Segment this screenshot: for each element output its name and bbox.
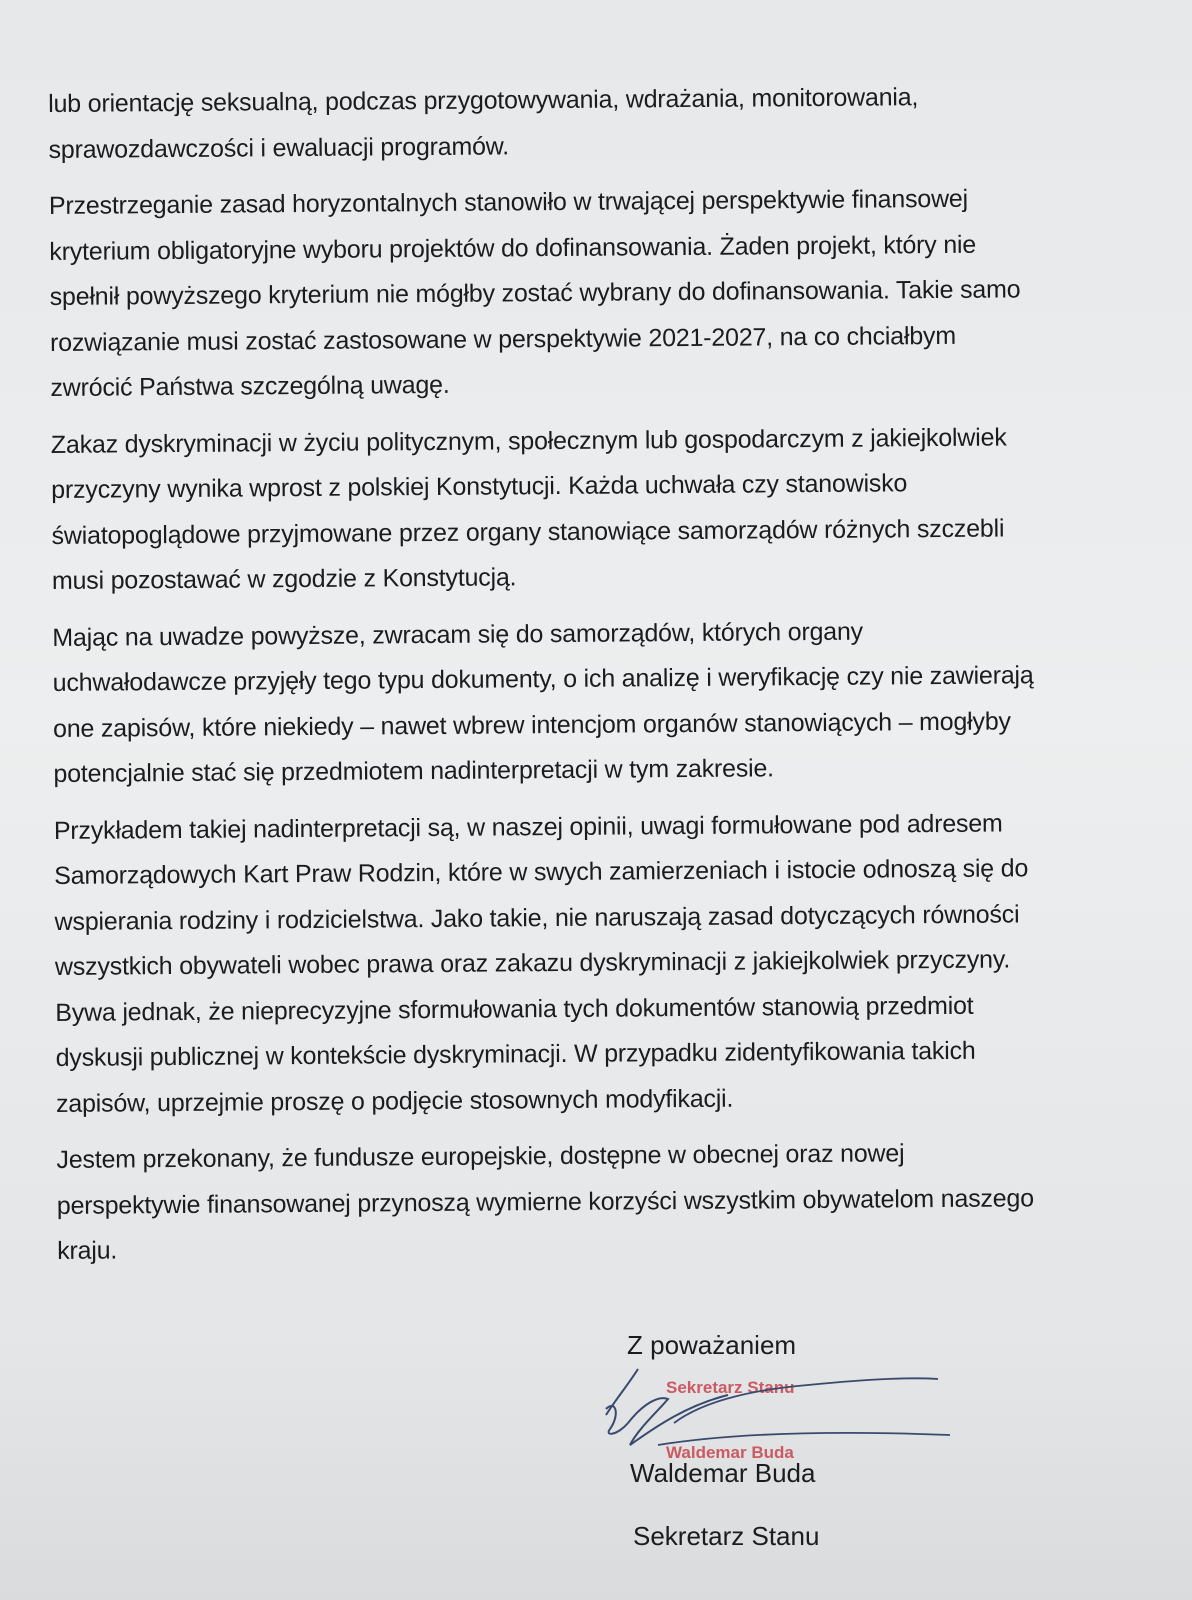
letter-body — [48, 73, 1167, 1285]
closing-salutation: Z poważaniem — [627, 1330, 797, 1360]
paragraph-1: lub orientację seksualną, podczas przygotowywania, wdrażania, monitorowania, sprawozdawczości i ewaluacji programów. — [48, 83, 919, 164]
paragraph-6: Jestem przekonany, że fundusze europejskie, dostępne w obecnej oraz nowej perspektywie finansowanej przynoszą wymierne korzyści wszystkim obywatelom naszego kraju. — [56, 1139, 1034, 1265]
signer-title: Sekretarz Stanu — [633, 1521, 820, 1551]
paragraph-2: Przestrzeganie zasad horyzontalnych stanowiło w trwającej perspektywie finansowej kryterium obligatoryjne wyboru projektów do dofinansowania. Żaden projekt, który nie spełnił powyższego kryterium nie mógłby zostać wybrany do dofinansowania. Takie samo rozwiązanie musi zostać zastosowane w perspektywie 2021-2027, na co chciałbym zwrócić Państwa szczególną uwagę. — [48, 184, 1021, 402]
paragraph-3: Zakaz dyskryminacji w życiu politycznym, społecznym lub gospodarczym z jakiejkolwiek przyczyny wynika wprost z polskiej Konstytucji. Każda uchwała czy stanowisko światopoglądowe przyjmowane przez organy stanowiące samorządów różnych szczebli musi pozostawać w zgodzie z Konstytucją. — [50, 422, 1007, 595]
signer-name: Waldemar Buda — [630, 1458, 816, 1488]
stamp-name: Waldemar Buda — [666, 1443, 794, 1462]
paragraph-5: Przykładem takiej nadinterpretacji są, w naszej opinii, uwagi formułowane pod adresem Samorządowych Kart Praw Rodzin, które w swych zamierzeniach i istocie odnoszą się do wspierania rodziny i rodzicielstwa. Jako takie, nie naruszają zasad dotyczących równości wszystkich obywateli wobec prawa oraz zakazu dyskryminacji z jakiejkolwiek przyczyny. Bywa jednak, że nieprecyzyjne sformułowania tych dokumentów stanowią przedmiot dyskusji publicznej w kontekście dyskryminacji. W przypadku zidentyfikowania takich zapisów, uprzejmie proszę o podjęcie stosownych modyfikacji. — [53, 809, 1029, 1118]
stamp-title: Sekretarz Stanu — [666, 1378, 795, 1397]
paragraph-4: Mając na uwadze powyższe, zwracam się do samorządów, których organy uchwałodawcze przyjęły tego typu dokumenty, o ich analizę i weryfikację czy nie zawierają one zapisów, które niekiedy – nawet wbrew intencjom organów stanowiących – mogłyby potencjalnie stać się przedmiotem nadinterpretacji w tym zakresie. — [52, 617, 1034, 788]
